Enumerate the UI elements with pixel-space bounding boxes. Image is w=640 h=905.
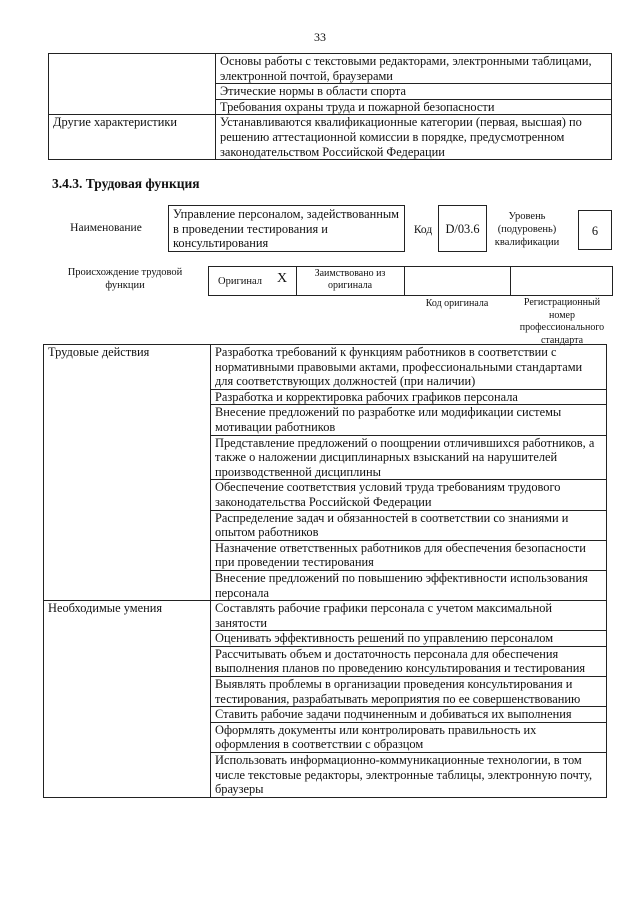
necessary-skills-label: Необходимые умения <box>44 601 211 798</box>
table-row <box>44 345 607 390</box>
skill-item: Оценивать эффективность решений по управлению персоналом <box>211 631 607 647</box>
table-row <box>49 115 612 160</box>
function-code-box: D/03.6 <box>438 205 487 252</box>
origin-divider <box>296 266 297 296</box>
labor-action-item: Распределение задач и обязанностей в соответствии со знаниями и опытом работников <box>211 510 607 540</box>
skill-item: Составлять рабочие графики персонала с учетом максимальной занятости <box>211 601 607 631</box>
skill-item: Оформлять документы или контролировать правильность их оформления в соответствии с образцом <box>211 722 607 752</box>
code-label: Код <box>413 224 433 236</box>
labor-action-item: Внесение предложений по повышению эффективности использования персонала <box>211 570 607 600</box>
name-label: Наименование <box>70 222 142 234</box>
borrowed-label: Заимствовано из оригинала <box>314 268 386 291</box>
table-row <box>44 601 607 631</box>
level-label: Уровень (подуровень) квалификации <box>494 211 560 248</box>
skill-item: Выявлять проблемы в организации проведения консультирования и тестирования, разрабатывать мероприятия по ее совершенствованию <box>211 677 607 707</box>
table-cell-right: Требования охраны труда и пожарной безопасности <box>216 99 612 115</box>
top-characteristics-table <box>48 53 612 160</box>
reg-number-label: Регистрационный номер профессионального стандарта <box>519 297 605 346</box>
origin-divider <box>510 266 511 296</box>
labor-action-item: Разработка и корректировка рабочих графиков персонала <box>211 389 607 405</box>
function-name-box: Управление персоналом, задействованным в проведении тестирования и консультирования <box>168 205 405 252</box>
table-cell-right: Устанавливаются квалификационные категории (первая, высшая) по решению аттестационной комиссии в порядке, предусмотренном законодательством Российской Федерации <box>216 115 612 160</box>
table-row <box>49 54 612 84</box>
labor-actions-label: Трудовые действия <box>44 345 211 601</box>
skill-item: Ставить рабочие задачи подчиненным и добиваться их выполнения <box>211 707 607 723</box>
labor-action-item: Разработка требований к функциям работников в соответствии с нормативными правовыми актами, профессиональными стандартами для соответствующих должностей (при наличии) <box>211 345 607 390</box>
labor-action-item: Назначение ответственных работников для обеспечения безопасности при проведении тестирования <box>211 540 607 570</box>
table-cell-right: Основы работы с текстовыми редакторами, электронными таблицами, электронной почтой, браузерами <box>216 54 612 84</box>
original-label: Оригинал <box>218 276 262 287</box>
code-original-label: Код оригинала <box>425 298 489 309</box>
table-cell-left: Другие характеристики <box>49 115 216 160</box>
labor-action-item: Обеспечение соответствия условий труда требованиям трудового законодательства Российской Федерации <box>211 480 607 510</box>
labor-action-item: Представление предложений о поощрении отличившихся работников, а также о наложении дисциплинарных взысканий на нарушителей производственной дисциплины <box>211 435 607 480</box>
origin-label: Происхождение трудовой функции <box>67 267 183 291</box>
original-mark: X <box>276 271 288 286</box>
origin-box <box>208 266 613 296</box>
labor-action-item: Внесение предложений по разработке или модификации системы мотивации работников <box>211 405 607 435</box>
labor-function-table <box>43 344 607 798</box>
page-number: 33 <box>314 30 326 44</box>
origin-divider <box>404 266 405 296</box>
skill-item: Использовать информационно-коммуникационные технологии, в том числе текстовые редакторы, электронные таблицы, электронную почту, браузеры <box>211 753 607 798</box>
level-value-box: 6 <box>578 210 612 250</box>
table-cell-left <box>49 54 216 115</box>
section-heading: 3.4.3. Трудовая функция <box>52 176 200 191</box>
skill-item: Рассчитывать объем и достаточность персонала для обеспечения выполнения планов по проведению консультирования и тестирования <box>211 646 607 676</box>
table-cell-right: Этические нормы в области спорта <box>216 84 612 100</box>
